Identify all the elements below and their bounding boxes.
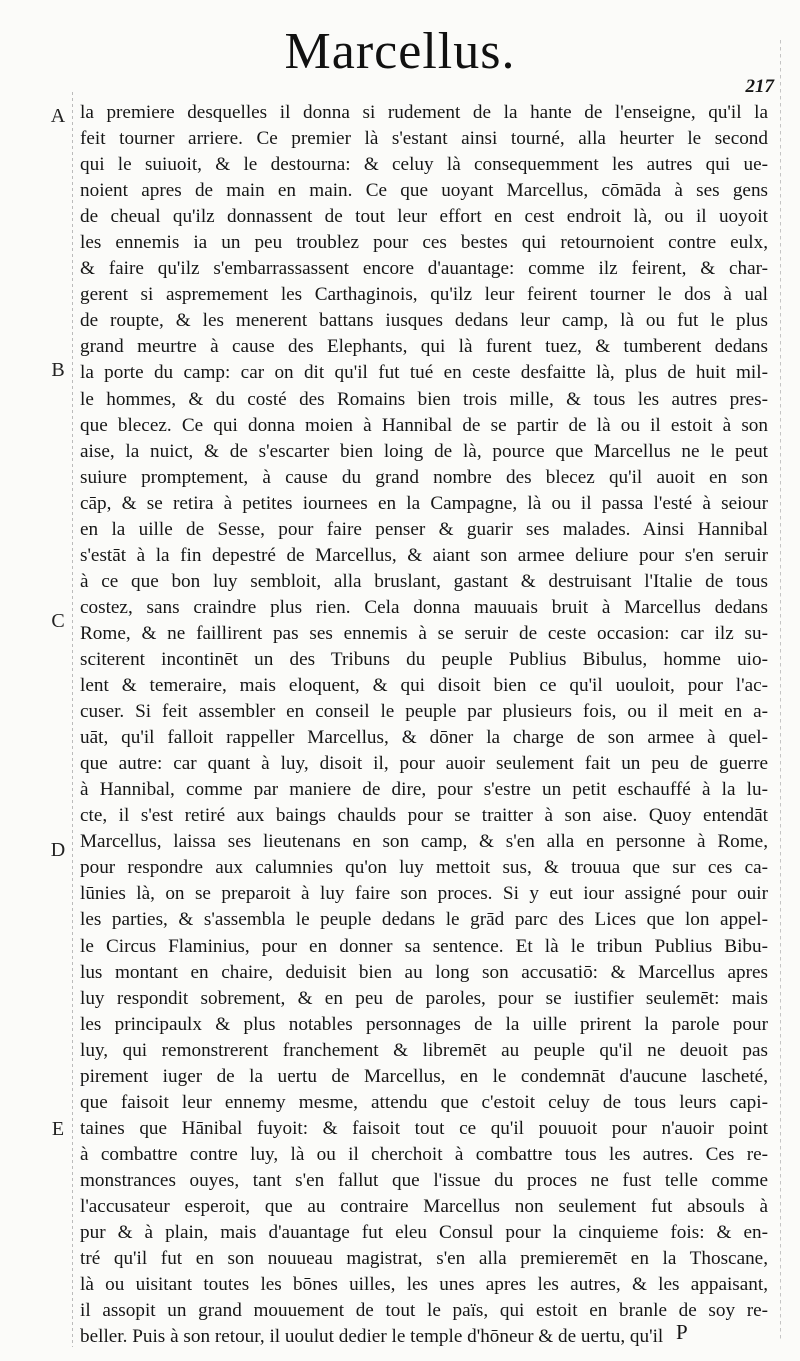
- text-line: sciterent incontinēt un des Tribuns du peuple Publius Bibulus, homme uio-: [80, 648, 768, 670]
- text-line: aise, la nuict, & de s'escarter bien loing de là, pource que Marcellus ne le peut: [80, 440, 768, 462]
- margin-letter-e: E: [51, 1118, 65, 1140]
- left-margin-rule: [72, 92, 73, 1347]
- text-line: les ennemis ia un peu troublez pour ces bestes qui retournoient contre eulx,: [80, 232, 768, 254]
- text-line: Marcellus, laissa ses lieutenans en son camp, & s'en alla en personne à Rome,: [80, 831, 768, 853]
- text-line: lent & temeraire, mais eloquent, & qui disoit bien ce qu'il uouloit, pour l'ac-: [80, 675, 768, 697]
- text-line: à ce que bon luy sembloit, alla bruslant, gastant & destruisant l'Italie de tous: [80, 570, 768, 592]
- text-line: là ou uisitant toutes les bōnes uilles, les unes apres les autres, & les appaisant,: [80, 1274, 768, 1296]
- text-line: à combattre contre luy, là ou il cherchoit à combattre tous les autres. Ces re-: [80, 1143, 768, 1165]
- margin-letter-d: D: [50, 839, 66, 861]
- text-line: costez, sans craindre plus rien. Cela donna mauuais bruit à Marcellus dedans: [80, 596, 768, 618]
- text-line: gerent si aspremement les Carthaginois, qu'ilz leur feirent tourner le dos à ual: [80, 284, 768, 306]
- text-line: lus montant en chaire, deduisit bien au long son accusatiō: & Marcellus apres: [80, 961, 768, 983]
- text-line: l'accusateur esperoit, que au contraire Marcellus non seulement fut absouls à: [80, 1195, 768, 1217]
- text-line: que autre: car quant à luy, disoit il, pour auoir seulement fait un peu de guerre: [80, 753, 768, 775]
- text-line: à Hannibal, comme par maniere de dire, pour s'estre un petit eschauffé à la lu-: [80, 779, 768, 801]
- text-line: il assopit un grand mouuement de tout le païs, qui estoit en branle de soy re-: [80, 1300, 768, 1322]
- page-number: 217: [745, 76, 774, 97]
- right-margin-rule: [780, 40, 781, 1340]
- text-line: cāp, & se retira à petites iournees en la Campagne, là ou il passa l'esté à seiour: [80, 492, 768, 514]
- margin-letter-a: A: [50, 105, 66, 127]
- running-head-title: Marcellus.: [284, 23, 516, 80]
- text-line: monstrances ouyes, tant s'en fallut que l'issue du proces ne fust telle comme: [80, 1169, 768, 1191]
- text-line: pirement iuger de la uertu de Marcellus, en le condemnāt d'aucune lascheté,: [80, 1065, 768, 1087]
- text-line: qui le suiuoit, & le destourna: & celuy là consequemment les autres qui ue-: [80, 154, 768, 176]
- text-line: la porte du camp: car on dit qu'il fut tué en ceste desfaitte là, plus de huit mil-: [80, 362, 768, 384]
- text-line: cte, il s'est retiré aux baings chaulds pour se traitter à son aise. Quoy entendāt: [80, 805, 768, 827]
- text-line: le hommes, & du costé des Romains bien trois mille, & tous les autres pres-: [80, 388, 768, 410]
- text-line: feit tourner arriere. Ce premier là s'estant ainsi tourné, alla heurter le second: [80, 128, 768, 150]
- text-line: lūnies là, on se preparoit à luy faire son proces. Si y eut iour assigné pour ouir: [80, 883, 768, 905]
- text-line: la premiere desquelles il donna si rudement de la hante de l'enseigne, qu'il la: [80, 102, 768, 123]
- text-line: les principaulx & plus notables personnages de la uille prirent la parole pour: [80, 1013, 768, 1035]
- text-line: de roupte, & les menerent battans iusques dedans leur camp, là ou fut le plus: [80, 310, 768, 332]
- text-line: noient apres de main en main. Ce que uoyant Marcellus, cōmāda à ses gens: [80, 180, 768, 202]
- text-line: Rome, & ne faillirent pas ses ennemis à se seruir de ceste occasion: car ilz su-: [80, 622, 768, 644]
- text-line: tré qu'il fut en son nouueau magistrat, s'en alla premieremēt en la Thoscane,: [80, 1248, 768, 1270]
- text-line: taines que Hānibal fuyoit: & faisoit tout ce qu'il pouuoit pour n'auoir point: [80, 1117, 768, 1139]
- text-line: pour respondre aux calumnies qu'on luy mettoit sus, & trouua que sur ces ca-: [80, 857, 768, 879]
- text-line: en la uille de Sesse, pour faire penser & guarir ses malades. Ainsi Hannibal: [80, 518, 768, 540]
- text-line: pur & à plain, mais d'auantage fut eleu Consul pour la cinquieme fois: & en-: [80, 1222, 768, 1244]
- text-line: le Circus Flaminius, pour en donner sa sentence. Et là le tribun Publius Bibu-: [80, 935, 768, 957]
- margin-letter-c: C: [51, 610, 65, 632]
- text-line: & faire qu'ilz s'embarrassassent encore d'auantage: comme ilz feirent, & char-: [80, 258, 768, 280]
- text-line: de cheual qu'ilz donnassent de tout leur effort en cest endroit là, ou il uoyoit: [80, 206, 768, 228]
- catchword: P: [676, 1320, 688, 1344]
- text-line: luy respondit sobrement, & en peu de paroles, pour se iustifier seulemēt: mais: [80, 987, 768, 1009]
- text-line: que blecez. Ce qui donna moien à Hannibal de se partir de là ou il estoit à son: [80, 414, 768, 436]
- margin-letter-b: B: [51, 359, 65, 381]
- text-line: que faisoit leur ennemy mesme, attendu que c'estoit celuy de tous leurs capi-: [80, 1091, 768, 1113]
- text-line: s'estāt à la fin depestré de Marcellus, & aiant son armee deliure pour s'en seruir: [80, 544, 768, 566]
- text-line: beller. Puis à son retour, il uoulut dedier le temple d'hōneur & de uertu, qu'il: [80, 1326, 664, 1348]
- text-line: cuser. Si feit assembler en conseil le peuple par plusieurs fois, ou il meit en a-: [80, 701, 768, 723]
- text-line: les parties, & s'assembla le peuple dedans le grād parc des Lices que lon appel-: [80, 909, 768, 931]
- text-line: suiure promptement, à cause du grand nombre des blecez qu'il auoit en son: [80, 466, 768, 488]
- text-line: luy, qui remonstrerent franchement & libremēt au peuple qu'il ne deuoit pas: [80, 1039, 768, 1061]
- body-text: [80, 100, 768, 1350]
- text-line: grand meurtre à cause des Elephants, qui là furent tuez, & tumberent dedans: [80, 336, 768, 358]
- text-line: uāt, qu'il falloit rappeller Marcellus, & dōner la charge de son armee à quel-: [80, 727, 768, 749]
